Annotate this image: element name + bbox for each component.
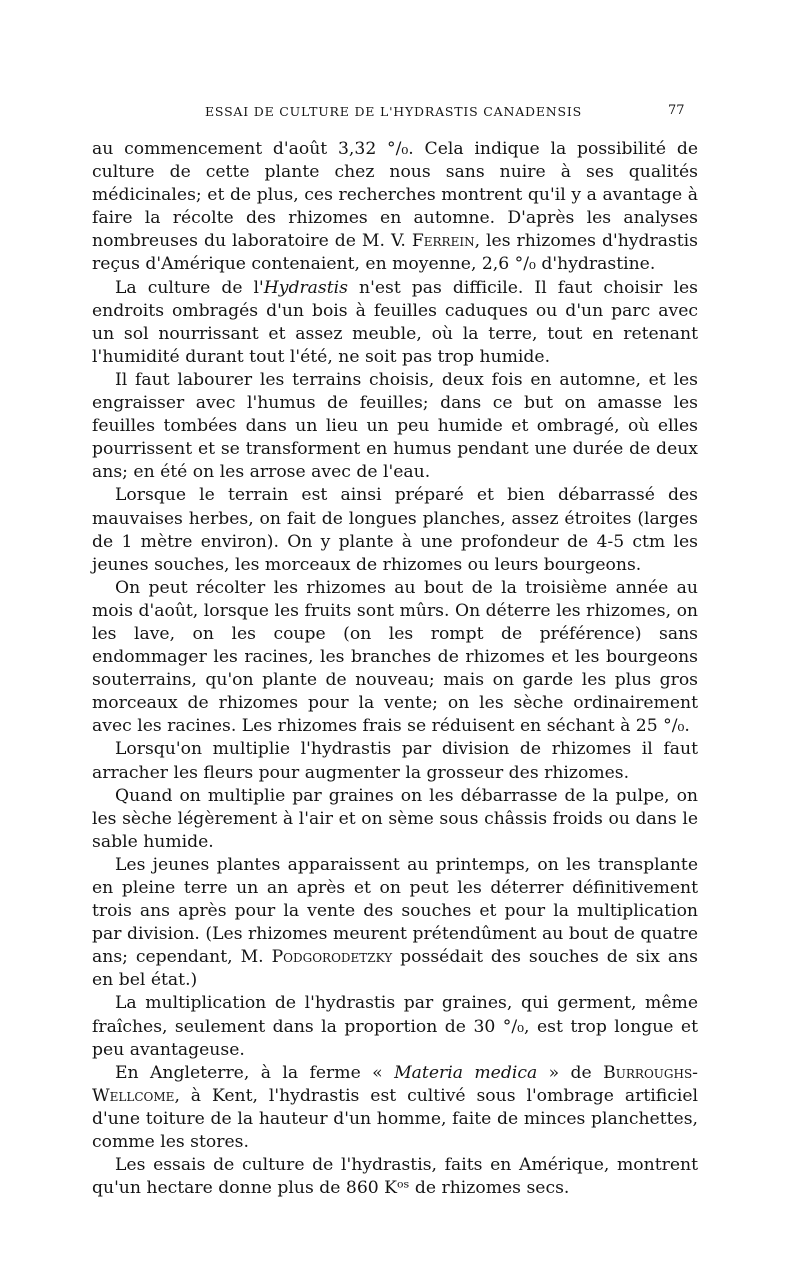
paragraph-3: Il faut labourer les terrains choisis, deux fois en automne, et les engraisser avec l'humus de feuilles; dans ce but on amasse les feuilles tombées dans un lieu un peu humide et ombragé, où elles pourrissent et se transforment en humus pendant une durée de deux ans; en été on les arrose avec de l'eau.: [92, 369, 698, 483]
paragraph-2-text-b: n'est pas difficile. Il faut choisir les endroits ombragés d'un bois à feuilles caduques ou d'un parc avec un sol nourrissant et assez meuble, où la terre, tout en retenant l'humidité durant tout l'été, ne soit pas trop humide.: [92, 277, 698, 367]
author-name-podgorodetzky: Podgorodetzky: [271, 947, 393, 968]
paragraph-5: On peut récolter les rhizomes au bout de la troisième année au mois d'août, lorsque les fruits sont mûrs. On déterre les rhizomes, on les lave, on les coupe (on les rompt de préférence) sans endommager les racines, les branches de rhizomes et les bourgeons souterrains, qu'on plante de nouveau; mais on garde les plus gros morceaux de rhizomes pour la vente; on les sèche ordinairement avec les racines. Les rhizomes frais se réduisent en séchant à 25 °/₀.: [92, 577, 698, 737]
italic-materia-medica: Materia medica: [394, 1062, 538, 1083]
page-number: 77: [668, 103, 685, 118]
paragraph-1-text-b: , les rhizomes d'hydrastis reçus d'Amérique contenaient, en moyenne, 2,6 °/₀ d'hydrastine.: [92, 231, 698, 275]
paragraph-2: [92, 277, 698, 369]
paragraph-4: Lorsque le terrain est ainsi préparé et bien débarrassé des mauvaises herbes, on fait de longues planches, assez étroites (larges de 1 mètre environ). On y plante à une profondeur de 4-5 ctm les jeunes souches, les morceaux de rhizomes ou leurs bourgeons.: [92, 485, 698, 575]
paragraph-9: La multiplication de l'hydrastis par graines, qui germent, même fraîches, seulement dans la proportion de 30 °/₀, est trop longue et peu avantageuse.: [92, 993, 698, 1060]
paragraph-8-text-b: possédait des souches de six ans en bel état.): [92, 947, 698, 991]
italic-hydrastis: Hydrastis: [263, 277, 348, 298]
paragraph-1: [92, 138, 698, 277]
paragraph-1-text-a: au commencement d'août 3,32 °/₀. Cela indique la possibilité de culture de cette plante chez nous sans nuire à ses qualités médicinales; et de plus, ces recherches montrent qu'il y a avantage à faire la récolte des rhizomes en automne. D'après les analyses nombreuses du laboratoire de M. V.: [92, 139, 698, 252]
paragraph-8-text-a: Les jeunes plantes apparaissent au printemps, on les transplante en pleine terre un an après et on peut les déterrer définitivement trois ans après pour la vente des souches et pour la multiplication par division. (Les rhizomes meurent prétendûment au bout de quatre ans; cependant, M.: [92, 854, 698, 968]
paragraph-10: [92, 1062, 698, 1154]
company-name-burroughs-wellcome: Burroughs-Wellcome: [92, 1062, 698, 1106]
paragraph-7: Quand on multiplie par graines on les débarrasse de la pulpe, on les sèche légèrement à l'air et on sème sous châssis froids ou dans le sable humide.: [92, 785, 698, 852]
paragraph-8: [92, 854, 698, 993]
paragraph-6: Lorsqu'on multiplie l'hydrastis par division de rhizomes il faut arracher les fleurs pour augmenter la grosseur des rhizomes.: [92, 739, 698, 783]
author-name-ferrein: Ferrein: [411, 231, 475, 252]
paragraph-10-text-c: , à Kent, l'hydrastis est cultivé sous l'ombrage artificiel d'une toiture de la hauteur d'un homme, faite de minces planchettes, comme les stores.: [92, 1085, 698, 1153]
paragraph-10-text-a: En Angleterre, à la ferme «: [115, 1062, 395, 1083]
body-text: [92, 138, 698, 1200]
paragraph-2-text-a: La culture de l': [115, 277, 264, 298]
paragraph-10-text-b: » de: [537, 1062, 604, 1083]
running-head: ESSAI DE CULTURE DE L'HYDRASTIS CANADENSIS: [205, 104, 583, 119]
paragraph-11: Les essais de culture de l'hydrastis, faits en Amérique, montrent qu'un hectare donne plus de 860 Kᵒˢ de rhizomes secs.: [92, 1155, 698, 1199]
